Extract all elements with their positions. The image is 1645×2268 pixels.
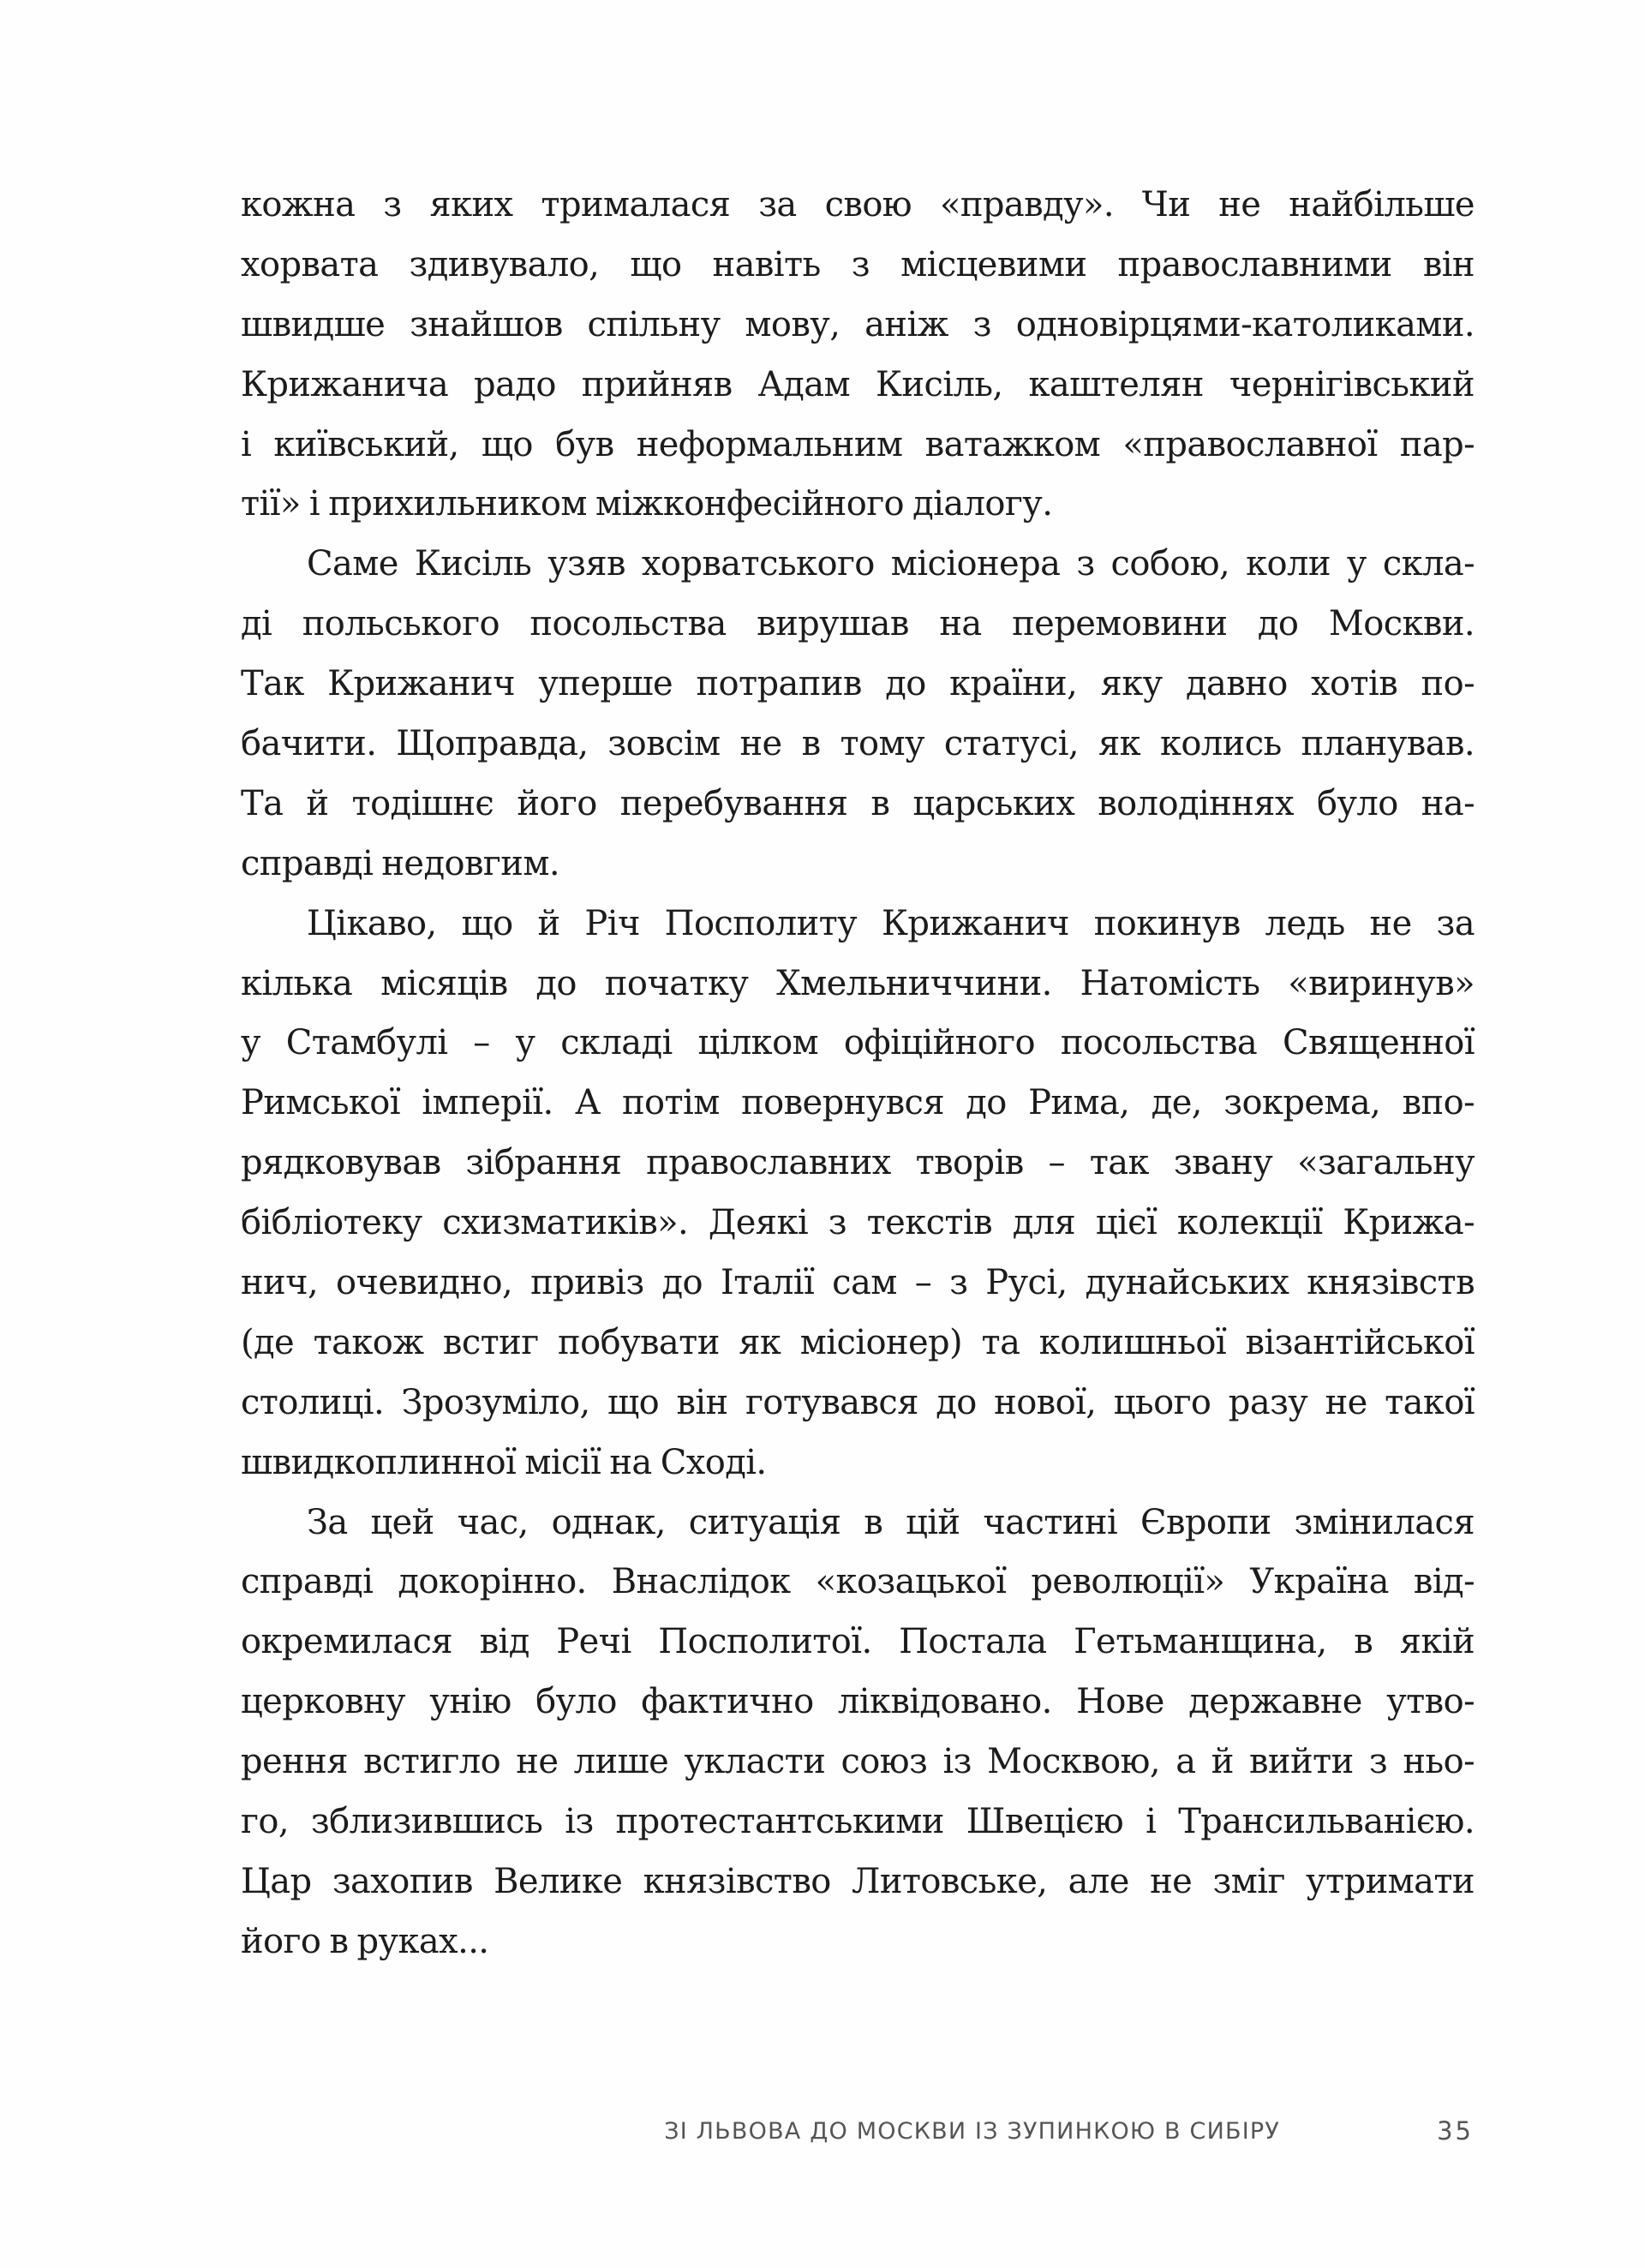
paragraph [241,535,1475,894]
text-line: у Стамбулі – у складі цілком офіційного посольства Священної [241,1023,1475,1063]
text-line: його в руках... [241,1921,489,1961]
running-title: ЗІ ЛЬВОВА ДО МОСКВИ ІЗ ЗУПИНКОЮ В СИБІРУ [664,2118,1280,2145]
page-number: 35 [1437,2116,1474,2145]
text-line: кілька місяців до початку Хмельниччини. Натомість «виринув» [241,963,1475,1003]
page-footer [0,2116,1645,2151]
body-text [241,176,1475,1972]
paragraph [241,1493,1475,1972]
text-line: (де також встиг побувати як місіонер) та колишньої візантійської [241,1322,1475,1362]
text-line: столиці. Зрозуміло, що він готувався до нової, цього разу не такої [241,1382,1475,1422]
paragraph [241,895,1475,1493]
text-line: бачити. Щоправда, зовсім не в тому статусі, як колись планував. [241,724,1475,764]
text-line: швидше знайшов спільну мову, аніж з одновірцями-католиками. [241,304,1475,344]
text-line: нич, очевидно, привіз до Італії сам – з Русі, дунайських князівств [241,1263,1475,1303]
text-line: хорвата здивувало, що навіть з місцевими православними він [241,244,1475,284]
text-line: ді польського посольства вирушав на перемовини до Москви. [241,604,1475,644]
text-line: швидкоплинної місії на Сході. [241,1442,767,1482]
text-line: окремилася від Речі Посполитої. Постала Гетьманщина, в якій [241,1622,1475,1662]
text-line: бібліотеку схизматиків». Деякі з текстів для цієї колекції Крижа- [241,1203,1475,1243]
text-line: справді докорінно. Внаслідок «козацької революції» Україна від- [241,1562,1475,1602]
text-line: і київський, що був неформальним ватажком «православної пар- [241,424,1475,464]
text-line: го, зблизившись із протестантськими Швецією і Трансильванією. [241,1802,1475,1842]
text-line: церковну унію було фактично ліквідовано. Нове державне утво- [241,1682,1475,1722]
text-line: Так Крижанич уперше потрапив до країни, яку давно хотів по- [241,664,1475,704]
text-line: Саме Кисіль узяв хорватського місіонера з собою, коли у скла- [307,544,1475,584]
text-line: рення встигло не лише укласти союз із Москвою, а й вийти з ньо- [241,1742,1475,1782]
text-line: Крижанича радо прийняв Адам Кисіль, каштелян чернігівський [241,364,1475,404]
text-line: Цікаво, що й Річ Посполиту Крижанич покинув ледь не за [307,903,1475,943]
text-line: Римської імперії. А потім повернувся до Рима, де, зокрема, впо- [241,1083,1475,1123]
text-line: Цар захопив Велике князівство Литовське, але не зміг утримати [241,1861,1475,1901]
text-line: кожна з яких трималася за свою «правду». Чи не найбільше [241,185,1475,224]
text-line: За цей час, однак, ситуація в цій частині Європи змінилася [307,1502,1475,1542]
text-line: справді недовгим. [241,843,559,883]
paragraph [241,176,1475,535]
text-line: Та й тодішнє його перебування в царських володіннях було на- [241,783,1475,823]
text-line: тії» і прихильником міжконфесійного діалогу. [241,484,1053,524]
text-line: рядковував зібрання православних творів – так звану «загальну [241,1143,1475,1183]
